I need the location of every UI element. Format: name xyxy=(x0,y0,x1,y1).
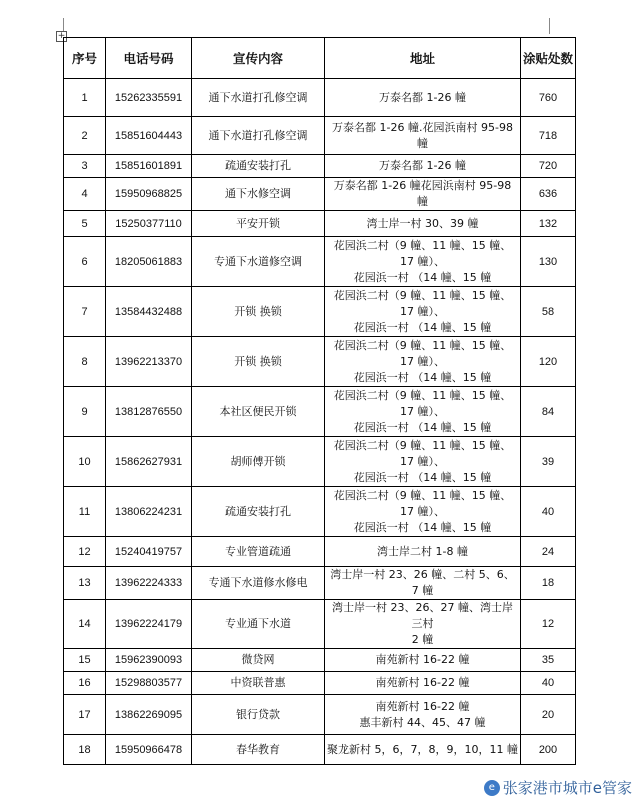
phone-number-cell: 15862627931 xyxy=(106,437,192,487)
post-count-cell: 39 xyxy=(521,437,576,487)
table-body xyxy=(64,79,576,765)
promo-content-cell: 疏通安装打孔 xyxy=(192,155,325,178)
address-cell xyxy=(325,672,521,695)
watermark xyxy=(484,777,632,798)
address-cell xyxy=(325,387,521,437)
promo-content-cell: 开锁 换锁 xyxy=(192,287,325,337)
phone-number-cell: 13812876550 xyxy=(106,387,192,437)
address-cell xyxy=(325,178,521,211)
promo-content-cell: 开锁 换锁 xyxy=(192,337,325,387)
address-line: 花园浜一村 （14 幢、15 幢 xyxy=(353,320,492,334)
address-line: 南苑新村 16-22 幢 xyxy=(375,699,470,713)
table-row xyxy=(64,117,576,155)
address-cell xyxy=(325,735,521,765)
phone-number-cell: 15262335591 xyxy=(106,79,192,117)
phone-number-cell: 15298803577 xyxy=(106,672,192,695)
table-row xyxy=(64,567,576,600)
phone-number-cell: 13806224231 xyxy=(106,487,192,537)
address-line: 万泰名都 1-26 幢.花园浜南村 95-98 幢 xyxy=(332,120,513,150)
phone-number-cell: 15851604443 xyxy=(106,117,192,155)
phone-number-cell: 13962224179 xyxy=(106,600,192,649)
post-count-cell: 720 xyxy=(521,155,576,178)
serial-no-cell: 5 xyxy=(64,211,106,237)
serial-no-cell: 13 xyxy=(64,567,106,600)
post-count-cell: 40 xyxy=(521,487,576,537)
address-line: 湾士岸一村 23、26、27 幢、湾士岸三村 xyxy=(332,601,513,630)
address-line: 南苑新村 16-22 幢 xyxy=(375,676,470,689)
post-count-cell: 120 xyxy=(521,337,576,387)
address-line: 湾士岸一村 30、39 幢 xyxy=(366,216,479,230)
header-serial-no: 序号 xyxy=(64,38,106,79)
phone-number-cell: 13962224333 xyxy=(106,567,192,600)
serial-no-cell: 4 xyxy=(64,178,106,211)
table-row xyxy=(64,337,576,387)
serial-no-cell: 3 xyxy=(64,155,106,178)
post-count-cell: 20 xyxy=(521,695,576,735)
post-count-cell: 24 xyxy=(521,537,576,567)
promo-content-cell: 本社区便民开锁 xyxy=(192,387,325,437)
address-cell xyxy=(325,117,521,155)
promo-content-cell: 胡师傅开锁 xyxy=(192,437,325,487)
address-line: 湾士岸一村 23、26 幢、二村 5、6、7 幢 xyxy=(330,568,515,597)
table-row xyxy=(64,600,576,649)
post-count-cell: 40 xyxy=(521,672,576,695)
phone-number-cell: 13962213370 xyxy=(106,337,192,387)
address-line: 花园浜一村 （14 幢、15 幢 xyxy=(353,470,492,484)
promo-content-cell: 通下水道打孔修空调 xyxy=(192,79,325,117)
address-line: 2 幢 xyxy=(411,633,434,646)
address-cell xyxy=(325,437,521,487)
address-line: 花园浜一村 （14 幢、15 幢 xyxy=(353,370,492,384)
serial-no-cell: 18 xyxy=(64,735,106,765)
post-count-cell: 636 xyxy=(521,178,576,211)
serial-no-cell: 12 xyxy=(64,537,106,567)
table-header-row xyxy=(64,38,576,79)
address-line: 花园浜二村（9 幢、11 幢、15 幢、17 幢）、 xyxy=(333,338,512,368)
promo-content-cell: 专通下水道修水修电 xyxy=(192,567,325,600)
serial-no-cell: 6 xyxy=(64,237,106,287)
post-count-cell: 12 xyxy=(521,600,576,649)
phone-number-cell: 13862269095 xyxy=(106,695,192,735)
table-row xyxy=(64,487,576,537)
post-count-cell: 18 xyxy=(521,567,576,600)
table-move-handle-icon[interactable]: + xyxy=(57,31,66,41)
wechat-account-icon: e xyxy=(484,780,500,796)
post-count-cell: 760 xyxy=(521,79,576,117)
header-address: 地址 xyxy=(325,38,521,79)
promo-content-cell: 通下水道打孔修空调 xyxy=(192,117,325,155)
address-line: 湾士岸二村 1-8 幢 xyxy=(377,544,468,558)
address-cell xyxy=(325,287,521,337)
table-row xyxy=(64,237,576,287)
post-count-cell: 35 xyxy=(521,649,576,672)
post-count-cell: 84 xyxy=(521,387,576,437)
address-line: 万泰名都 1-26 幢花园浜南村 95-98 幢 xyxy=(333,179,512,208)
promo-content-cell: 疏通安装打孔 xyxy=(192,487,325,537)
serial-no-cell: 17 xyxy=(64,695,106,735)
address-line: 聚龙新村 5，6，7，8，9，10，11 幢 xyxy=(327,742,518,756)
address-line: 花园浜二村（9 幢、11 幢、15 幢、17 幢）、 xyxy=(333,488,512,518)
serial-no-cell: 14 xyxy=(64,600,106,649)
serial-no-cell: 7 xyxy=(64,287,106,337)
table-row xyxy=(64,649,576,672)
address-cell xyxy=(325,649,521,672)
address-line: 花园浜二村（9 幢、11 幢、15 幢、17 幢）、 xyxy=(333,288,512,318)
serial-no-cell: 15 xyxy=(64,649,106,672)
header-post-count: 涂贴处数 xyxy=(521,38,576,79)
address-cell xyxy=(325,79,521,117)
address-line: 万泰名都 1-26 幢 xyxy=(379,159,466,172)
promo-content-cell: 通下水修空调 xyxy=(192,178,325,211)
promo-content-cell: 银行贷款 xyxy=(192,695,325,735)
table-row xyxy=(64,695,576,735)
table-row xyxy=(64,178,576,211)
address-cell xyxy=(325,487,521,537)
address-cell xyxy=(325,155,521,178)
post-count-cell: 718 xyxy=(521,117,576,155)
address-line: 花园浜一村 （14 幢、15 幢 xyxy=(353,420,492,434)
address-line: 南苑新村 16-22 幢 xyxy=(375,653,470,666)
address-line: 惠丰新村 44、45、47 幢 xyxy=(359,715,486,729)
phone-number-cell: 15962390093 xyxy=(106,649,192,672)
watermark-text: 张家港市城市e管家 xyxy=(502,779,632,797)
promo-content-cell: 中资联普惠 xyxy=(192,672,325,695)
address-cell xyxy=(325,567,521,600)
header-promo-content: 宣传内容 xyxy=(192,38,325,79)
post-count-cell: 130 xyxy=(521,237,576,287)
table-row xyxy=(64,537,576,567)
promo-content-cell: 春华教育 xyxy=(192,735,325,765)
phone-number-cell: 13584432488 xyxy=(106,287,192,337)
table-row xyxy=(64,79,576,117)
serial-no-cell: 16 xyxy=(64,672,106,695)
phone-number-cell: 18205061883 xyxy=(106,237,192,287)
address-line: 花园浜二村（9 幢、11 幢、15 幢、17 幢）、 xyxy=(333,388,512,418)
table-row xyxy=(64,735,576,765)
table-row xyxy=(64,211,576,237)
serial-no-cell: 8 xyxy=(64,337,106,387)
promo-content-cell: 专业通下水道 xyxy=(192,600,325,649)
table-row xyxy=(64,155,576,178)
header-phone-number: 电话号码 xyxy=(106,38,192,79)
table-row xyxy=(64,437,576,487)
page-corner-mark-right xyxy=(549,18,550,34)
promo-content-cell: 平安开锁 xyxy=(192,211,325,237)
address-line: 花园浜一村 （14 幢、15 幢 xyxy=(353,520,492,534)
phone-number-cell: 15950966478 xyxy=(106,735,192,765)
address-cell xyxy=(325,337,521,387)
address-line: 花园浜二村（9 幢、11 幢、15 幢、17 幢）、 xyxy=(333,438,512,468)
phone-number-cell: 15240419757 xyxy=(106,537,192,567)
address-cell xyxy=(325,695,521,735)
address-cell xyxy=(325,537,521,567)
address-cell xyxy=(325,237,521,287)
advertising-table xyxy=(63,37,576,765)
phone-number-cell: 15950968825 xyxy=(106,178,192,211)
table-row xyxy=(64,672,576,695)
serial-no-cell: 9 xyxy=(64,387,106,437)
address-cell xyxy=(325,211,521,237)
post-count-cell: 58 xyxy=(521,287,576,337)
promo-content-cell: 专业管道疏通 xyxy=(192,537,325,567)
phone-number-cell: 15851601891 xyxy=(106,155,192,178)
address-line: 万泰名都 1-26 幢 xyxy=(379,90,466,104)
serial-no-cell: 10 xyxy=(64,437,106,487)
address-cell xyxy=(325,600,521,649)
serial-no-cell: 11 xyxy=(64,487,106,537)
address-line: 花园浜二村（9 幢、11 幢、15 幢、17 幢）、 xyxy=(333,238,512,268)
post-count-cell: 200 xyxy=(521,735,576,765)
table-row xyxy=(64,287,576,337)
address-line: 花园浜一村 （14 幢、15 幢 xyxy=(353,270,492,284)
promo-content-cell: 微贷网 xyxy=(192,649,325,672)
promo-content-cell: 专通下水道修空调 xyxy=(192,237,325,287)
post-count-cell: 132 xyxy=(521,211,576,237)
serial-no-cell: 2 xyxy=(64,117,106,155)
table-row xyxy=(64,387,576,437)
serial-no-cell: 1 xyxy=(64,79,106,117)
phone-number-cell: 15250377110 xyxy=(106,211,192,237)
